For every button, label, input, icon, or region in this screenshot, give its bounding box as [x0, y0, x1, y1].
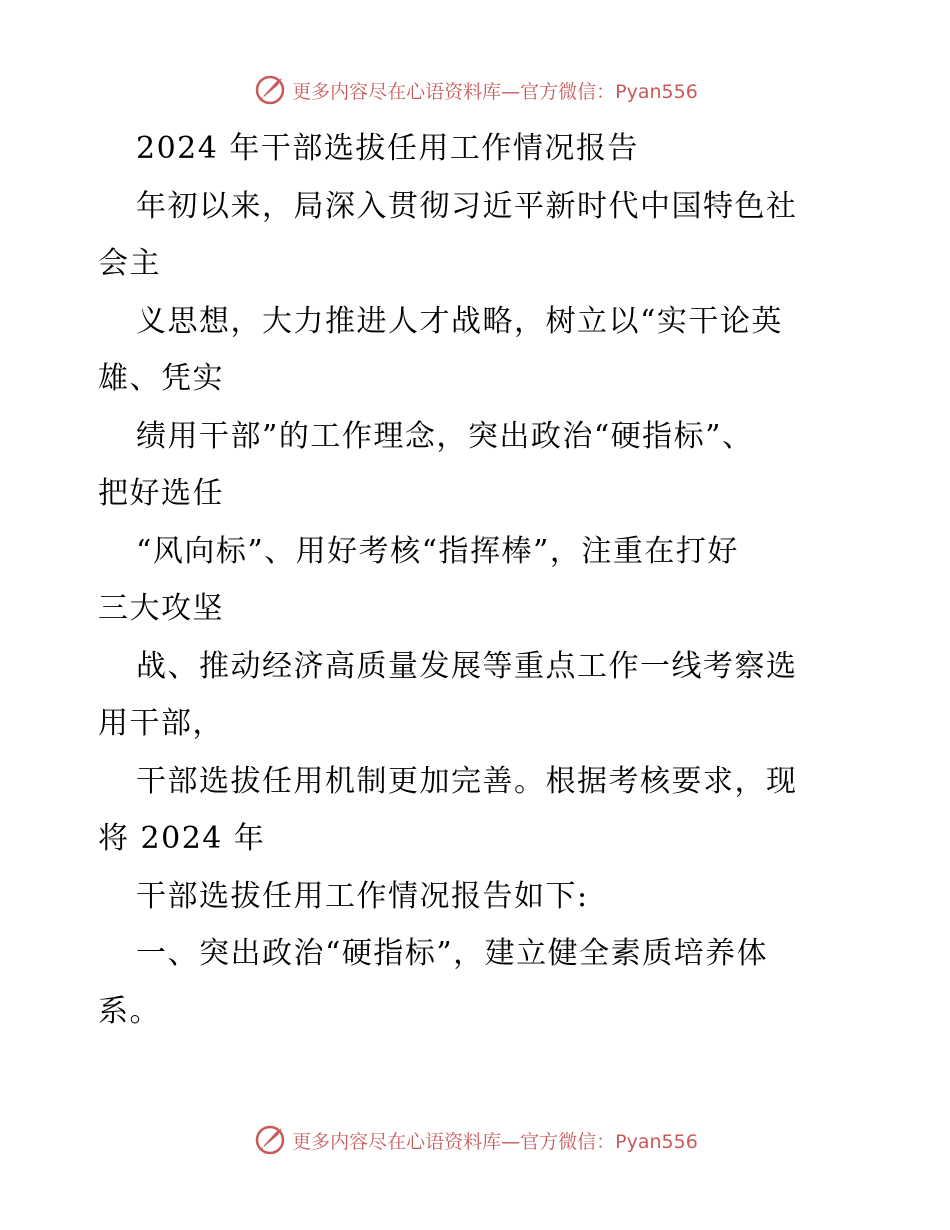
paragraph-line: 雄、凭实 — [98, 361, 224, 396]
section-heading: 一、突出政治“硬指标”，建立健全素质培养体 — [136, 936, 769, 971]
paragraph-line: 用干部， — [98, 706, 224, 741]
document-body — [98, 120, 858, 1040]
paragraph-line: 干部选拔任用机制更加完善。根据考核要求，现 — [136, 763, 798, 799]
paragraph-line: 干部选拔任用工作情况报告如下: — [136, 878, 589, 914]
quill-pen-logo-icon — [252, 1122, 288, 1158]
paragraph-line: 把好选任 — [98, 476, 224, 511]
paragraph-line: 会主 — [98, 246, 161, 281]
footer-banner-text: 更多内容尽在心语资料库—官方微信：Pyan556 — [292, 1130, 698, 1153]
paragraph-line: 三大攻坚 — [98, 591, 224, 626]
paragraph-line: 系。 — [98, 993, 161, 1029]
paragraph-line: 战、推动经济高质量发展等重点工作一线考察选 — [136, 648, 798, 684]
paragraph-line: 义思想，大力推进人才战略，树立以“实干论英 — [136, 303, 783, 339]
document-title: 2024 年干部选拔任用工作情况报告 — [136, 131, 639, 166]
footer-watermark-banner — [0, 1120, 950, 1160]
quill-pen-logo-icon — [252, 72, 288, 108]
paragraph-line: “风向标”、用好考核“指挥棒”，注重在打好 — [136, 533, 739, 569]
header-watermark-banner — [0, 70, 950, 110]
paragraph-line: 将 2024 年 — [98, 821, 266, 856]
header-banner-text: 更多内容尽在心语资料库—官方微信：Pyan556 — [292, 80, 698, 103]
paragraph-line: 绩用干部”的工作理念，突出政治“硬指标”、 — [136, 418, 754, 454]
paragraph-line: 年初以来，局深入贯彻习近平新时代中国特色社 — [136, 188, 798, 224]
